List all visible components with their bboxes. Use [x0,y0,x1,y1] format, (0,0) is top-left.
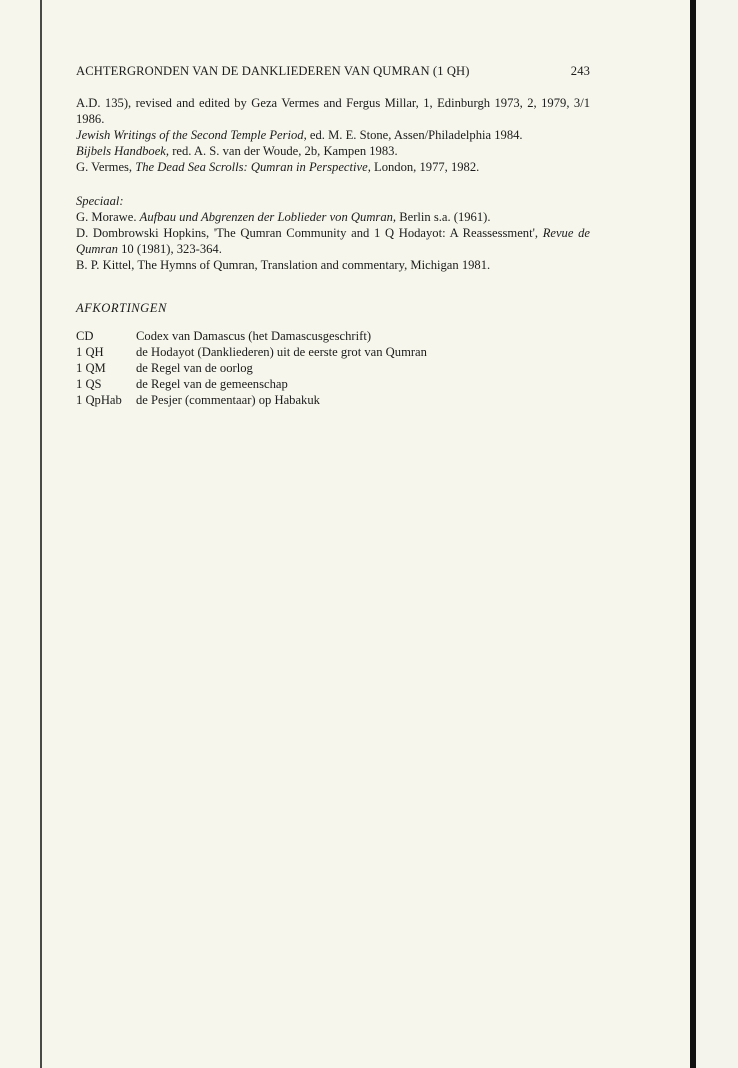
abbreviation-code: 1 QS [76,377,102,391]
running-header [76,64,590,79]
reference-list [76,95,590,175]
abbreviation-code: 1 QM [76,361,106,375]
page-number: 243 [570,64,590,78]
reference-item: Bijbels Handboek, red. A. S. van der Woude, 2b, Kampen 1983. [76,144,398,158]
abbreviation-row [76,328,590,344]
scan-margin [696,0,738,1068]
reference-item: D. Dombrowski Hopkins, 'The Qumran Community and 1 Q Hodayot: A Reassessment', Revue de Qumran 10 (1981), 323-364. [76,226,591,256]
abbreviation-code: 1 QpHab [76,393,122,407]
abbreviation-row [76,360,590,376]
abbreviation-desc: Codex van Damascus (het Damascusgeschrift) [136,329,372,343]
abbreviation-row [76,376,590,392]
abbreviation-desc: de Pesjer (commentaar) op Habakuk [136,393,320,407]
abbreviation-row [76,392,590,408]
abbreviations-title: AFKORTINGEN [76,301,167,315]
reference-item: Jewish Writings of the Second Temple Period, ed. M. E. Stone, Assen/Philadelphia 1984. [76,128,523,142]
abbreviation-row [76,344,590,360]
abbreviation-desc: de Regel van de gemeenschap [136,377,288,391]
scan-left-edge [40,0,42,1068]
abbreviations-list [76,328,590,408]
reference-item: G. Morawe. Aufbau und Abgrenzen der Loblieder von Qumran, Berlin s.a. (1961). [76,210,491,224]
running-title: ACHTERGRONDEN VAN DE DANKLIEDEREN VAN QUMRAN (1 QH) [76,64,470,78]
reference-item: B. P. Kittel, The Hymns of Qumran, Translation and commentary, Michigan 1981. [76,258,491,272]
page-content [76,64,590,408]
abbreviation-desc: de Hodayot (Dankliederen) uit de eerste grot van Qumran [136,345,427,359]
special-heading: Speciaal: [76,194,124,208]
reference-item: G. Vermes, The Dead Sea Scrolls: Qumran in Perspective, London, 1977, 1982. [76,160,480,174]
reference-item: A.D. 135), revised and edited by Geza Vermes and Fergus Millar, 1, Edinburgh 1973, 2, 1979, 3/1 1986. [76,96,590,126]
abbreviation-desc: de Regel van de oorlog [136,361,253,375]
abbreviation-code: CD [76,329,94,343]
abbreviation-code: 1 QH [76,345,104,359]
special-reference-list [76,193,590,273]
